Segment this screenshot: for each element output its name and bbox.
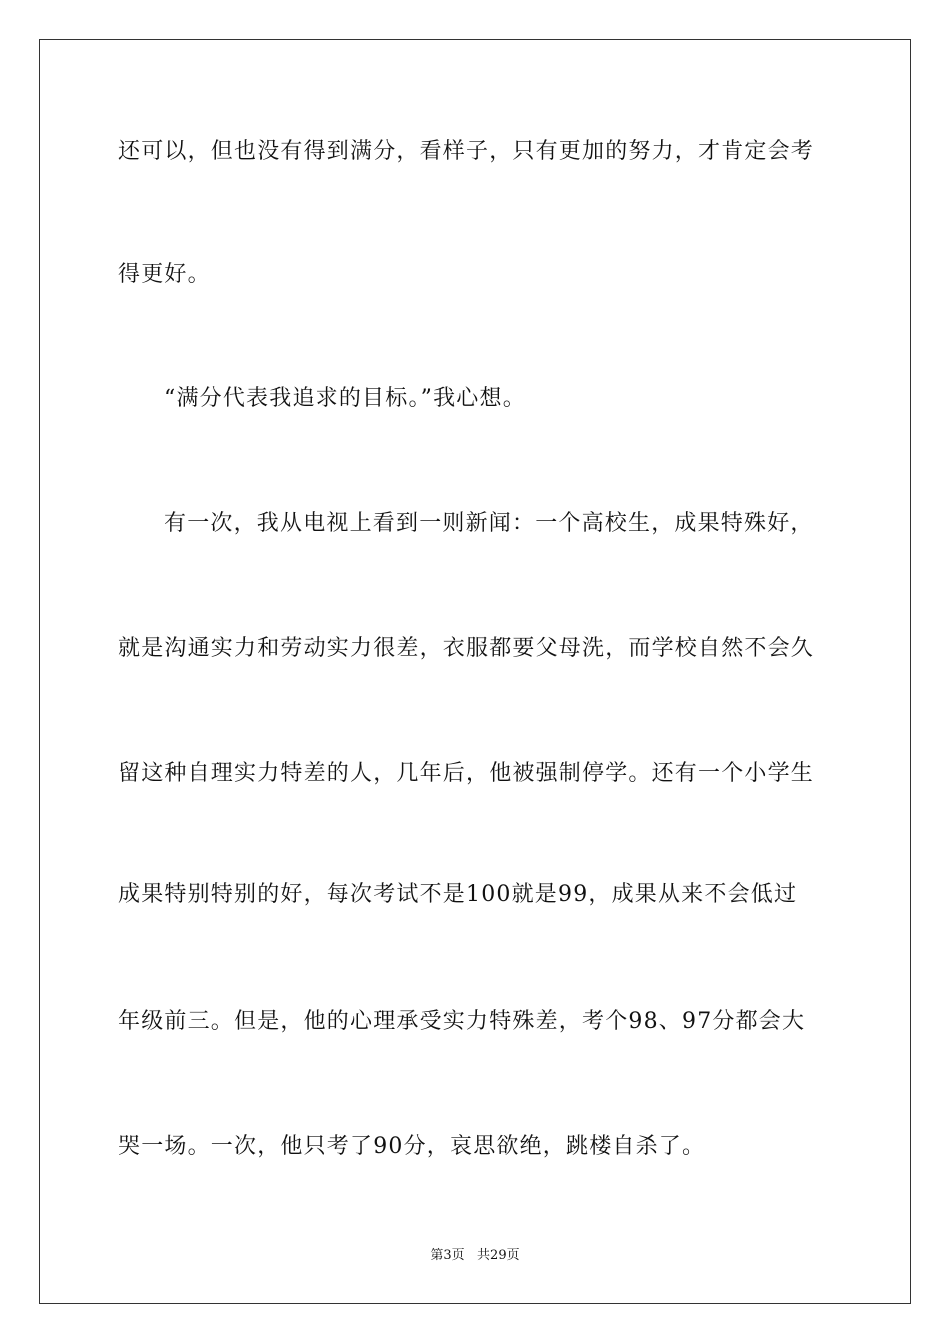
text-line: 年级前三。但是，他的心理承受实力特殊差，考个98、97分都会大	[118, 1009, 806, 1034]
text-line: 还可以，但也没有得到满分，看样子，只有更加的努力，才肯定会考	[118, 139, 815, 164]
text-line: 成果特别特别的好，每次考试不是100就是99，成果从来不会低过	[118, 882, 798, 907]
text-line: 就是沟通实力和劳动实力很差，衣服都要父母洗，而学校自然不会久	[118, 636, 815, 661]
page-border	[39, 39, 911, 1304]
text-line: 留这种自理实力特差的人，几年后，他被强制停学。还有一个小学生	[118, 761, 815, 786]
text-line: 得更好。	[118, 262, 211, 287]
text-line: 有一次，我从电视上看到一则新闻：一个高校生，成果特殊好，	[164, 511, 814, 536]
text-line: 哭一场。一次，他只考了90分，哀思欲绝，跳楼自杀了。	[118, 1134, 706, 1159]
page-footer: 第3页 共29页	[430, 1248, 520, 1263]
text-line: “满分代表我追求的目标。”我心想。	[164, 386, 526, 411]
